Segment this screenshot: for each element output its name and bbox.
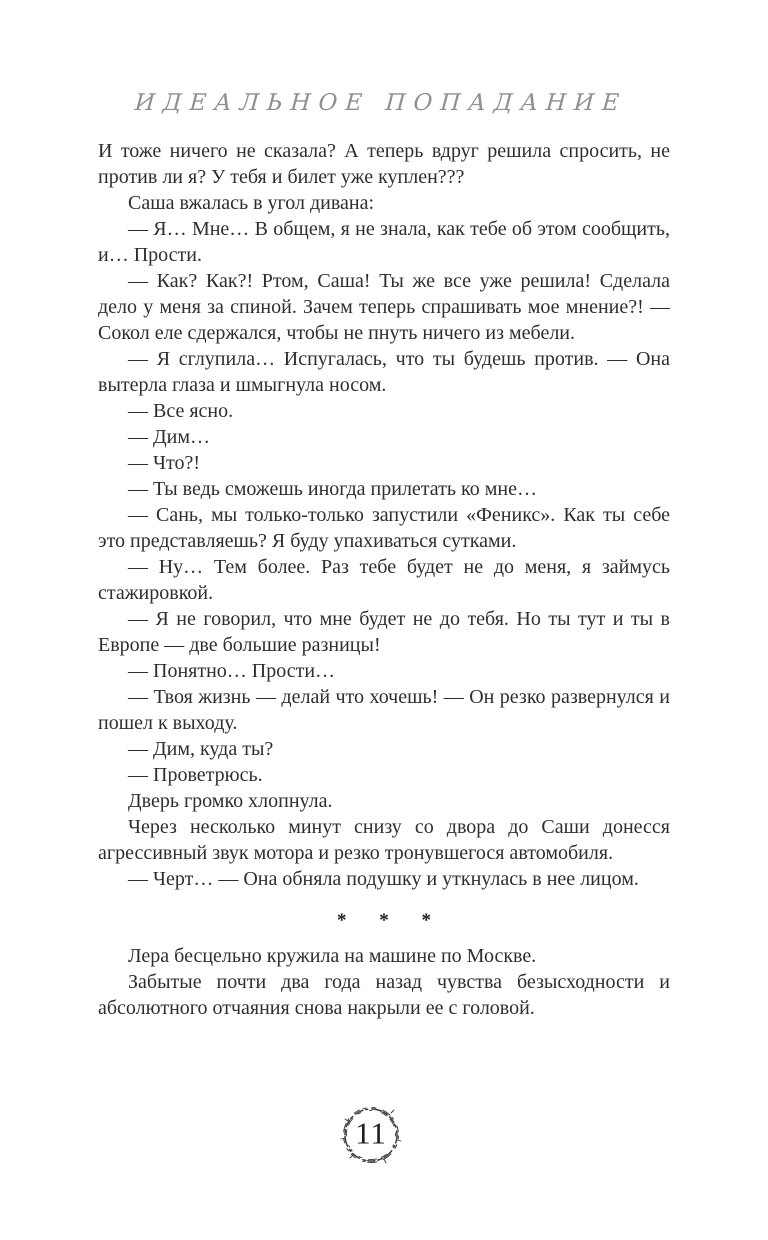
paragraph: Саша вжалась в угол дивана: bbox=[128, 192, 375, 214]
paragraph: — Понятно… Прости… bbox=[128, 660, 336, 682]
paragraph: — Дим, куда ты? bbox=[128, 738, 274, 760]
paragraph: И тоже ничего не сказала? А теперь вдруг решила спросить, не против ли я? У тебя и билет уже куплен??? bbox=[98, 140, 670, 188]
paragraph: — Что?! bbox=[128, 452, 201, 474]
paragraph: — Я… Мне… В общем, я не знала, как тебе об этом сообщить, и… Прости. bbox=[98, 218, 670, 266]
scene-separator: * * * bbox=[337, 910, 445, 931]
paragraph: Забытые почти два года назад чувства безысходности и абсолютного отчаяния снова накрыли ее с головой. bbox=[98, 971, 670, 1019]
paragraph: — Все ясно. bbox=[128, 400, 234, 422]
paragraph: — Твоя жизнь — делай что хочешь! — Он резко развернулся и пошел к выходу. bbox=[98, 686, 670, 734]
paragraph: — Как? Как?! Ртом, Саша! Ты же все уже решила! Сделала дело у меня за спиной. Зачем теперь спрашивать мое мнение?! — Сокол еле сдержался, чтобы не пнуть ничего из мебели. bbox=[98, 270, 670, 344]
paragraph: Лера бесцельно кружила на машине по Москве. bbox=[128, 945, 537, 967]
paragraph: — Я сглупила… Испугалась, что ты будешь против. — Она вытерла глаза и шмыгнула носом. bbox=[98, 348, 670, 396]
text-section-before-break bbox=[98, 138, 670, 892]
page-number: 11 bbox=[355, 1115, 387, 1151]
paragraph: — Дим… bbox=[128, 426, 211, 448]
page-number-ornament bbox=[336, 1100, 406, 1170]
page-footer bbox=[0, 1100, 768, 1170]
paragraph: Дверь громко хлопнула. bbox=[128, 790, 333, 812]
paragraph: — Сань, мы только-только запустили «Феникс». Как ты себе это представляешь? Я буду упахиваться сутками. bbox=[98, 504, 670, 552]
sketched-circle-icon bbox=[336, 1100, 406, 1170]
page-text bbox=[98, 138, 670, 1021]
running-title: ИДЕАЛЬНОЕ ПОПАДАНИЕ bbox=[133, 90, 628, 116]
paragraph: — Черт… — Она обняла подушку и уткнулась в нее лицом. bbox=[128, 868, 639, 890]
paragraph: — Проветрюсь. bbox=[128, 764, 263, 786]
paragraph: — Ты ведь сможешь иногда прилетать ко мне… bbox=[128, 478, 537, 500]
text-section-after-break bbox=[98, 943, 670, 1021]
paragraph: Через несколько минут снизу со двора до Саши донесся агрессивный звук мотора и резко тронувшегося автомобиля. bbox=[98, 816, 670, 864]
paragraph: — Я не говорил, что мне будет не до тебя. Но ты тут и ты в Европе — две большие разницы! bbox=[98, 608, 670, 656]
paragraph: — Ну… Тем более. Раз тебе будет не до меня, я займусь стажировкой. bbox=[98, 556, 670, 604]
